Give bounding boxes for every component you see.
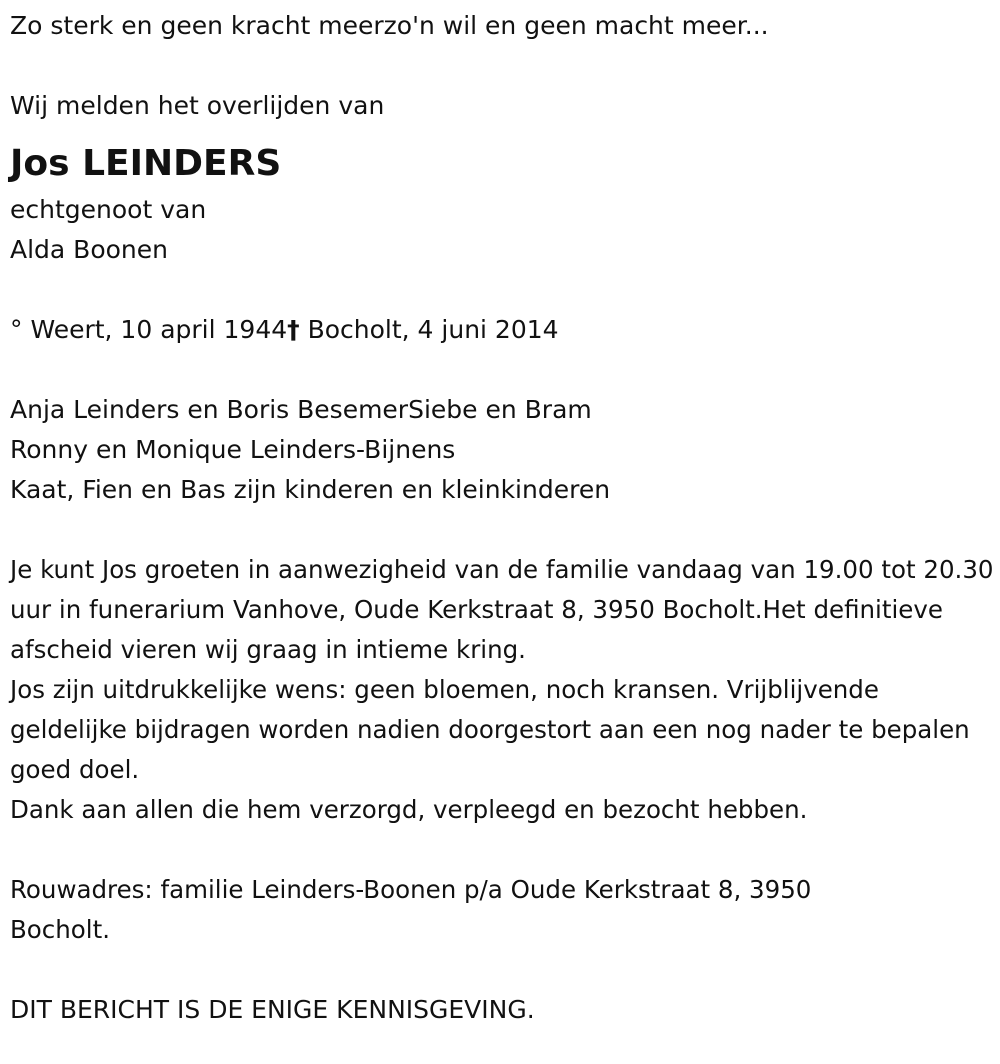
deceased-name: Jos LEINDERS xyxy=(10,143,282,184)
relation-text: echtgenoot van xyxy=(10,195,207,224)
wish-text: Jos zijn uitdrukkelijke wens: geen bloemen, noch kransen. Vrijblijvende geldelijke bijdragen worden nadien doorgestort aan een nog nader te bepalen goed doel. xyxy=(10,675,970,784)
notice-text: DIT BERICHT IS DE ENIGE KENNISGEVING. xyxy=(10,995,535,1024)
spacer xyxy=(10,46,995,86)
birth-date: ° Weert, 10 april 1944 xyxy=(10,315,288,344)
spacer xyxy=(10,950,995,990)
death-date: Bocholt, 4 juni 2014 xyxy=(299,315,559,344)
spacer xyxy=(10,510,995,550)
intro-text: Wij melden het overlijden van xyxy=(10,91,385,120)
family-line: Kaat, Fien en Bas zijn kinderen en kleinkinderen xyxy=(10,475,611,504)
spacer xyxy=(10,350,995,390)
thanks-text: Dank aan allen die hem verzorgd, verpleegd en bezocht hebben. xyxy=(10,795,808,824)
mourning-address: Rouwadres: familie Leinders-Boonen p/a Oude Kerkstraat 8, 3950 Bocholt. xyxy=(10,875,812,944)
dagger-icon: † xyxy=(287,315,300,344)
family-line: Anja Leinders en Boris BesemerSiebe en Bram xyxy=(10,395,592,424)
visitation-text: Je kunt Jos groeten in aanwezigheid van de familie vandaag van 19.00 tot 20.30 uur in funerarium Vanhove, Oude Kerkstraat 8, 3950 Bocholt.Het definitieve afscheid vieren wij graag in intieme kring. xyxy=(10,555,994,664)
obituary-notice xyxy=(10,6,995,1030)
spouse-name: Alda Boonen xyxy=(10,235,168,264)
spacer xyxy=(10,830,995,870)
opening-quote: Zo sterk en geen kracht meerzo'n wil en geen macht meer... xyxy=(10,11,769,40)
spacer xyxy=(10,270,995,310)
life-dates xyxy=(10,310,995,350)
family-line: Ronny en Monique Leinders-Bijnens xyxy=(10,435,456,464)
